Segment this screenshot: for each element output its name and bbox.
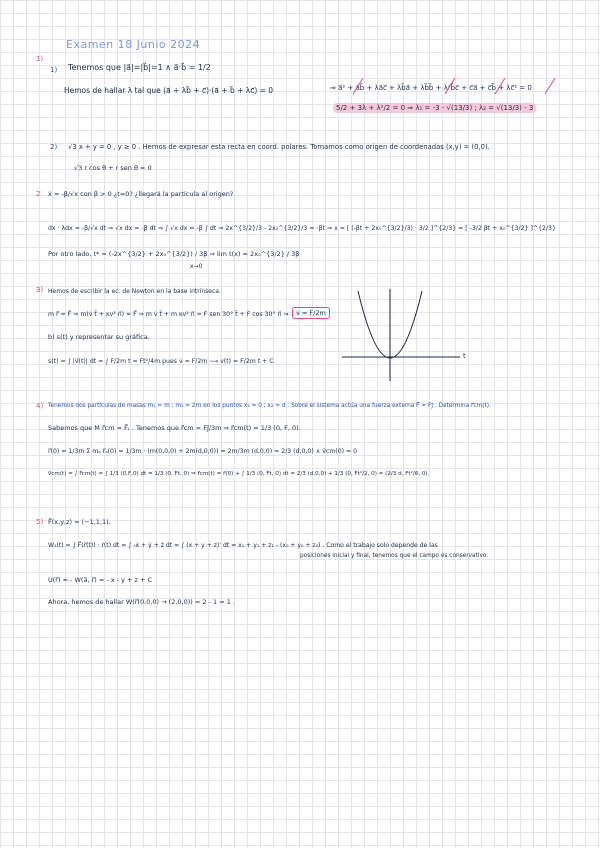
section-5-line3: U(r⃗) = - W(a⃗, r⃗) = - x - y + z + C	[48, 576, 153, 584]
section-3-number: 3)	[36, 286, 44, 294]
section-5-statement: F⃗(x,y,z) = (−1,1,1).	[48, 518, 111, 526]
part-1a-expansion: ⇒ a⃗² + a⃗b⃗ + λa⃗c⃗ + λb⃗a⃗ + λb⃗b⃗ + λ²b⃗c⃗ + c⃗a⃗ + c⃗b⃗ + λc⃗² = 0	[330, 84, 532, 92]
graph-axis-label: t	[463, 352, 466, 360]
section-5-line4: Ahora, hemos de hallar W(r⃗(0,0,0) → (2,0,0)) = 2 - 1 = 1 .	[48, 598, 235, 606]
part-1b-number: 2)	[50, 143, 58, 151]
section-1-number: 1)	[36, 55, 44, 63]
section-4-line2: r⃗(0) = 1/3m Σ mₐ r⃗ₐ(0) = 1/3m · (m(0,0,0) + 2m(d,0,0)) = 2m/3m (d,0,0) = 2/3 (d,0,0) ∧ v⃗cm(0) = 0	[48, 448, 358, 455]
section-3-statement: Hemos de escribir la ec. de Newton en la base intrínseca.	[48, 288, 221, 295]
section-3-line1: m r⃗̈ = F⃗ ⇒ m(v̇ t⃗ + κv² n⃗) = F⃗ ⇒ m v̇ t⃗ + m κv² n⃗ = F sen 30° t⃗ + F cos 30° n⃗ ⇒	[48, 311, 289, 318]
section-2-limit-sub: x→0	[190, 263, 203, 270]
part-1a-line2: Hemos de hallar λ tal que (a⃗ + λb⃗ + c⃗)·(a⃗ + b⃗ + λc⃗) = 0	[64, 86, 274, 95]
section-4-statement: Tenemos dos partículas de masas m₁ = m ; m₂ = 2m en los puntos x₁ = 0 ; x₂ = d . Sobre el sistema actúa una fuerza externa F⃗ = Fȷ⃗ . Determina r⃗cm(t).	[48, 403, 491, 409]
section-2-line1: dx · λdx = -β/√x dt ⇒ √x dx = -β dt ⇒ ∫ √x dx = -β ∫ dt ⇒ 2x^{3/2}/3 - 2x₀^{3/2}/3 = -βt ⇒ x = [ (-βt + 2x₀^{3/2}/3) · 3/2 ]^{2/3} = [ -3/2 βt + x₀^{3/2} ]^{2/3}	[48, 225, 556, 232]
section-2-number: 2.	[36, 190, 43, 198]
section-3-boxed-result: v̇ = F/2m	[292, 307, 330, 319]
cancel-strikes	[345, 74, 585, 98]
section-4-line3: v⃗cm(t) = ∫ r⃗̈cm(t) = ∫ 1/3 (0,F,0) dt = 1/3 (0, Ft, 0) ⇒ r⃗cm(t) = r⃗(0) + ∫ 1/3 (0, Ft, 0) dt = 2/3 (d,0,0) + 1/3 (0, Ft²/2, 0) = (2/3 d, Ft²/6, 0).	[48, 471, 430, 477]
part-1b-polar: √3 r cos θ + r sen θ = 0	[74, 164, 152, 172]
section-2-line2: Por otro lado, t* = (-2x^{3/2} + 2x₀^{3/2}) / 3β ⇒ lim t(x) = 2x₀^{3/2} / 3β	[48, 250, 300, 258]
page-title: Examen 18 Junio 2024	[66, 38, 201, 51]
part-1b-statement: √3 x + y = 0 , y ≥ 0 . Hemos de expresar esta recta en coord. polares. Tomamos como origen de coordenadas (x,y) = (0,0).	[68, 143, 490, 151]
section-2-statement: ẋ = -β/√x con β > 0 ¿t=0? ¿llegará la partícula al origen?	[48, 190, 234, 198]
part-1a-number: 1)	[50, 66, 58, 74]
section-4-line1: Sabemos que M r⃗̈cm = F⃗ₜ . Tenemos que r⃗̈cm = Fȷ⃗/3m ⇒ r⃗̈cm(t) = 1/3 (0, F, 0).	[48, 424, 301, 432]
section-3-line2: s(t) = ∫ |v⃗(t)| dt = ∫ F/2m t = Ft²/4m pues v̇ = F/2m ⟶ v(t) = F/2m t + C	[48, 358, 274, 365]
section-5-number: 5)	[36, 518, 44, 526]
section-5-line2: posiciones inicial y final, tenemos que el campo es conservativo.	[300, 553, 489, 559]
parabola-graph	[330, 285, 470, 385]
section-3-part-b: b) s(t) y representar su gráfica.	[48, 333, 150, 341]
section-4-number: 4)	[36, 402, 44, 410]
section-3-box-wrap	[292, 309, 330, 318]
part-1a-statement: Tenemos que |a⃗|=|b⃗|=1 ∧ a⃗·b⃗ = 1/2	[68, 63, 211, 72]
part-1a-result	[333, 104, 536, 113]
section-5-line1: W₁(t) = ∫ F⃗(r⃗(t)) · ṙ(t) dt = ∫ -ẋ + ẏ + ż dt = ∫ (x + y + z)' dt = x₁ + y₁ + z₁ - (x₀ + y₀ + z₀) . Como el trabajo solo depende de las	[48, 542, 438, 549]
part-1a-result-highlight: 5/2 + 3λ + λ²/2 = 0 ⇒ λ₁ = -3 - √(13/3) ; λ₂ = √(13/3) - 3	[333, 103, 536, 113]
